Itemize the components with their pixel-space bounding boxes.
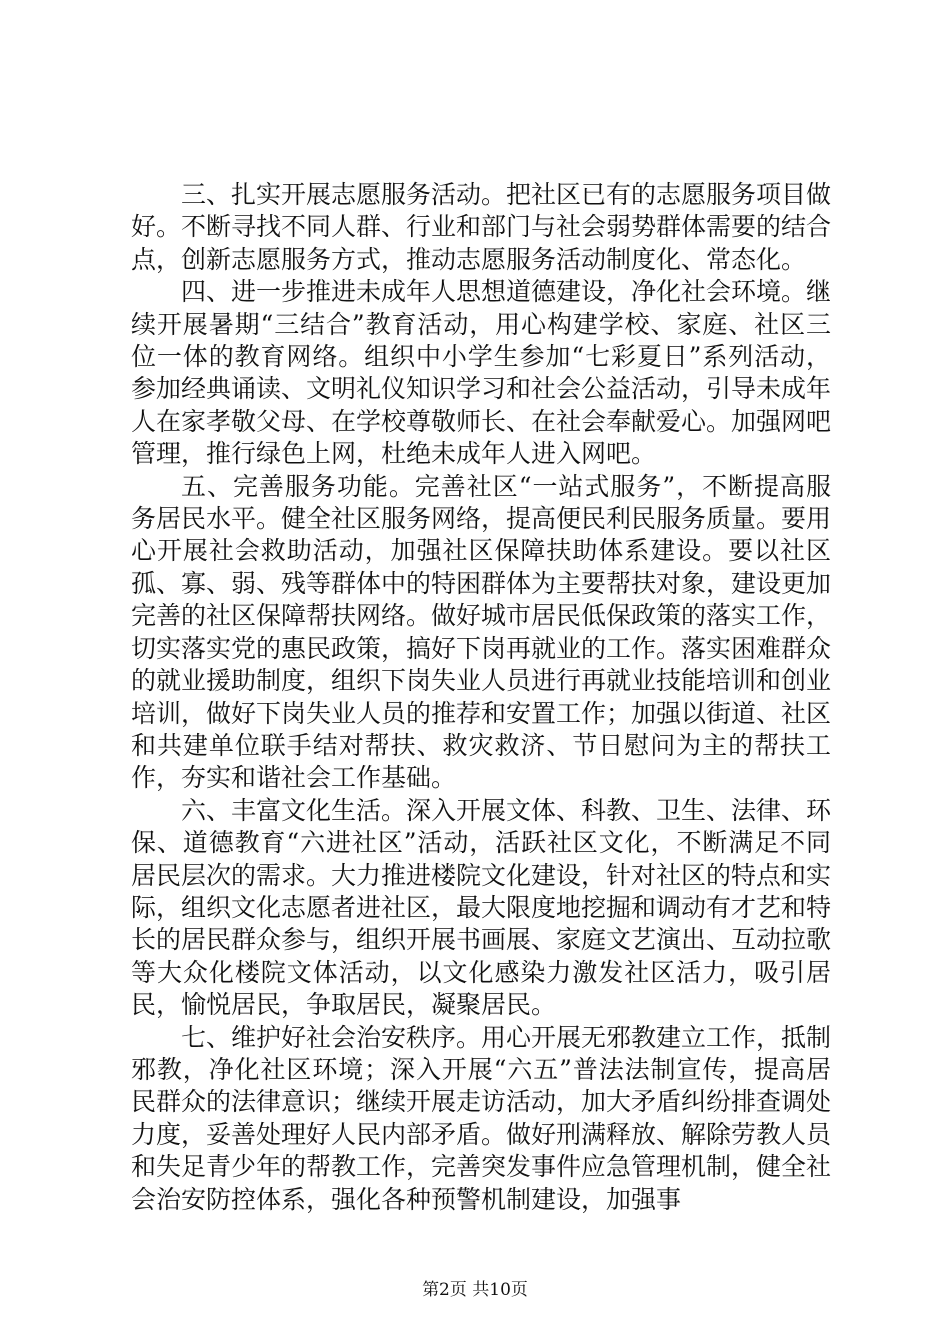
paragraph-4: 四、进一步推进未成年人思想道德建设，净化社会环境。继续开展暑期“三结合”教育活动，用心构建学校、家庭、社区三位一体的教育网络。组织中小学生参加“七彩夏日”系列活动，参加经典诵读、文明礼仪知识学习和社会公益活动，引导未成年人在家孝敬父母、在学校尊敬师长、在社会奉献爱心。加强网吧管理，推行绿色上网，杜绝未成年人进入网吧。 (131, 277, 832, 469)
paragraph-6: 六、丰富文化生活。深入开展文体、科教、卫生、法律、环保、道德教育“六进社区”活动，活跃社区文化，不断满足不同居民层次的需求。大力推进楼院文化建设，针对社区的特点和实际，组织文化志愿者进社区，最大限度地挖掘和调动有才艺和特长的居民群众参与，组织开展书画展、家庭文艺演出、互动拉歌等大众化楼院文体活动，以文化感染力激发社区活力，吸引居民，愉悦居民，争取居民，凝聚居民。 (131, 795, 832, 1020)
page-number-footer: 第2页 共10页 (422, 1280, 528, 1300)
paragraph-5: 五、完善服务功能。完善社区“一站式服务”，不断提高服务居民水平。健全社区服务网络，提高便民利民服务质量。要用心开展社会救助活动，加强社区保障扶助体系建设。要以社区孤、寡、弱、残等群体中的特困群体为主要帮扶对象，建设更加完善的社区保障帮扶网络。做好城市居民低保政策的落实工作，切实落实党的惠民政策，搞好下岗再就业的工作。落实困难群众的就业援助制度，组织下岗失业人员进行再就业技能培训和创业培训，做好下岗失业人员的推荐和安置工作；加强以街道、社区和共建单位联手结对帮扶、救灾救济、节日慰问为主的帮扶工作，夯实和谐社会工作基础。 (131, 471, 832, 793)
paragraph-3: 三、扎实开展志愿服务活动。把社区已有的志愿服务项目做好。不断寻找不同人群、行业和部门与社会弱势群体需要的结合点，创新志愿服务方式，推动志愿服务活动制度化、常态化。 (131, 180, 832, 274)
paragraph-7: 七、维护好社会治安秩序。用心开展无邪教建立工作，抵制邪教，净化社区环境；深入开展“六五”普法法制宣传，提高居民群众的法律意识；继续开展走访活动，加大矛盾纠纷排查调处力度，妥善处理好人民内部矛盾。做好刑满释放、解除劳教人员和失足青少年的帮教工作，完善突发事件应急管理机制，健全社会治安防控体系，强化各种预警机制建设，加强事 (131, 1022, 832, 1214)
document-body (131, 179, 831, 1216)
